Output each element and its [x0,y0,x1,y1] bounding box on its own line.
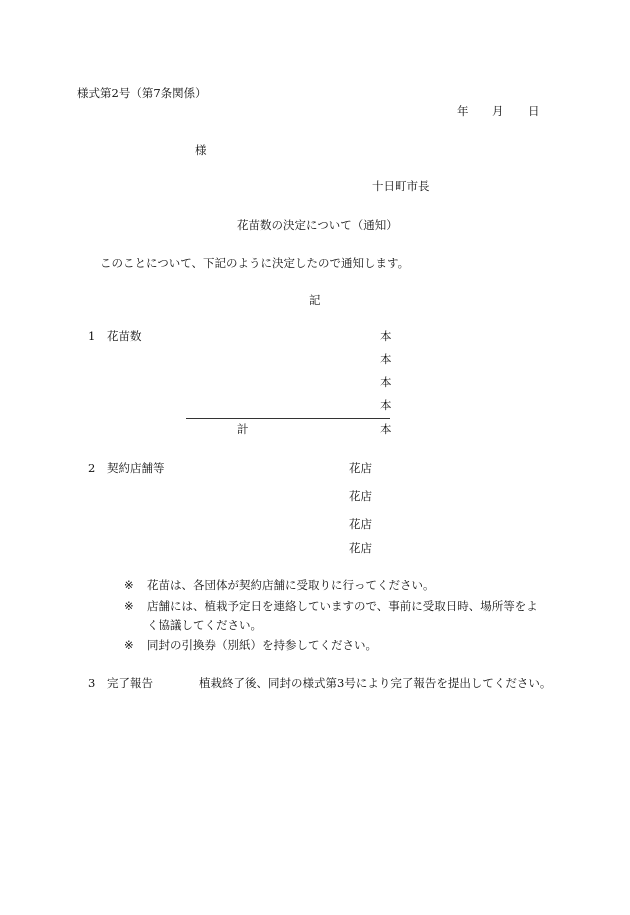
note-mark: ※ [124,638,134,652]
item1-total-unit: 本 [380,422,392,436]
date-month: 月 [492,104,504,118]
item2-label: 契約店舗等 [107,461,165,475]
item1-unit-row: 本 [380,352,392,366]
item1-unit-row: 本 [380,375,392,389]
item3-label: 完了報告 [107,676,153,690]
item2-shop-row: 花店 [349,461,372,475]
item1-label: 花苗数 [107,329,142,343]
item3-text: 植栽終了後、同封の様式第3号により完了報告を提出してください。 [199,676,552,690]
item1-total-label: 計 [237,422,249,436]
date-year: 年 [457,104,469,118]
item1-number: 1 [88,329,96,343]
addressee-suffix: 様 [195,143,207,157]
item2-number: 2 [88,461,96,475]
item3-number: 3 [88,676,96,690]
item1-unit-row: 本 [380,398,392,412]
item2-shop-row: 花店 [349,517,372,531]
total-divider [186,418,390,419]
note-mark: ※ [124,578,134,592]
item2-shop-row: 花店 [349,541,372,555]
sender: 十日町市長 [372,179,430,193]
item2-shop-row: 花店 [349,489,372,503]
note-mark: ※ [124,599,134,613]
date-day: 日 [528,104,540,118]
note-text: く協議してください。 [147,618,262,632]
document-title: 花苗数の決定について（通知） [237,218,398,232]
note-text: 店舗には、植栽予定日を連絡していますので、事前に受取日時、場所等をよ [147,599,538,613]
note-text: 同封の引換券（別紙）を持参してください。 [147,638,377,652]
form-label: 様式第2号（第7条関係） [77,86,207,100]
ki-heading: 記 [309,293,321,307]
body-text: このことについて、下記のように決定したので通知します。 [100,256,410,270]
item1-unit-row: 本 [380,329,392,343]
note-text: 花苗は、各団体が契約店舗に受取りに行ってください。 [147,578,435,592]
